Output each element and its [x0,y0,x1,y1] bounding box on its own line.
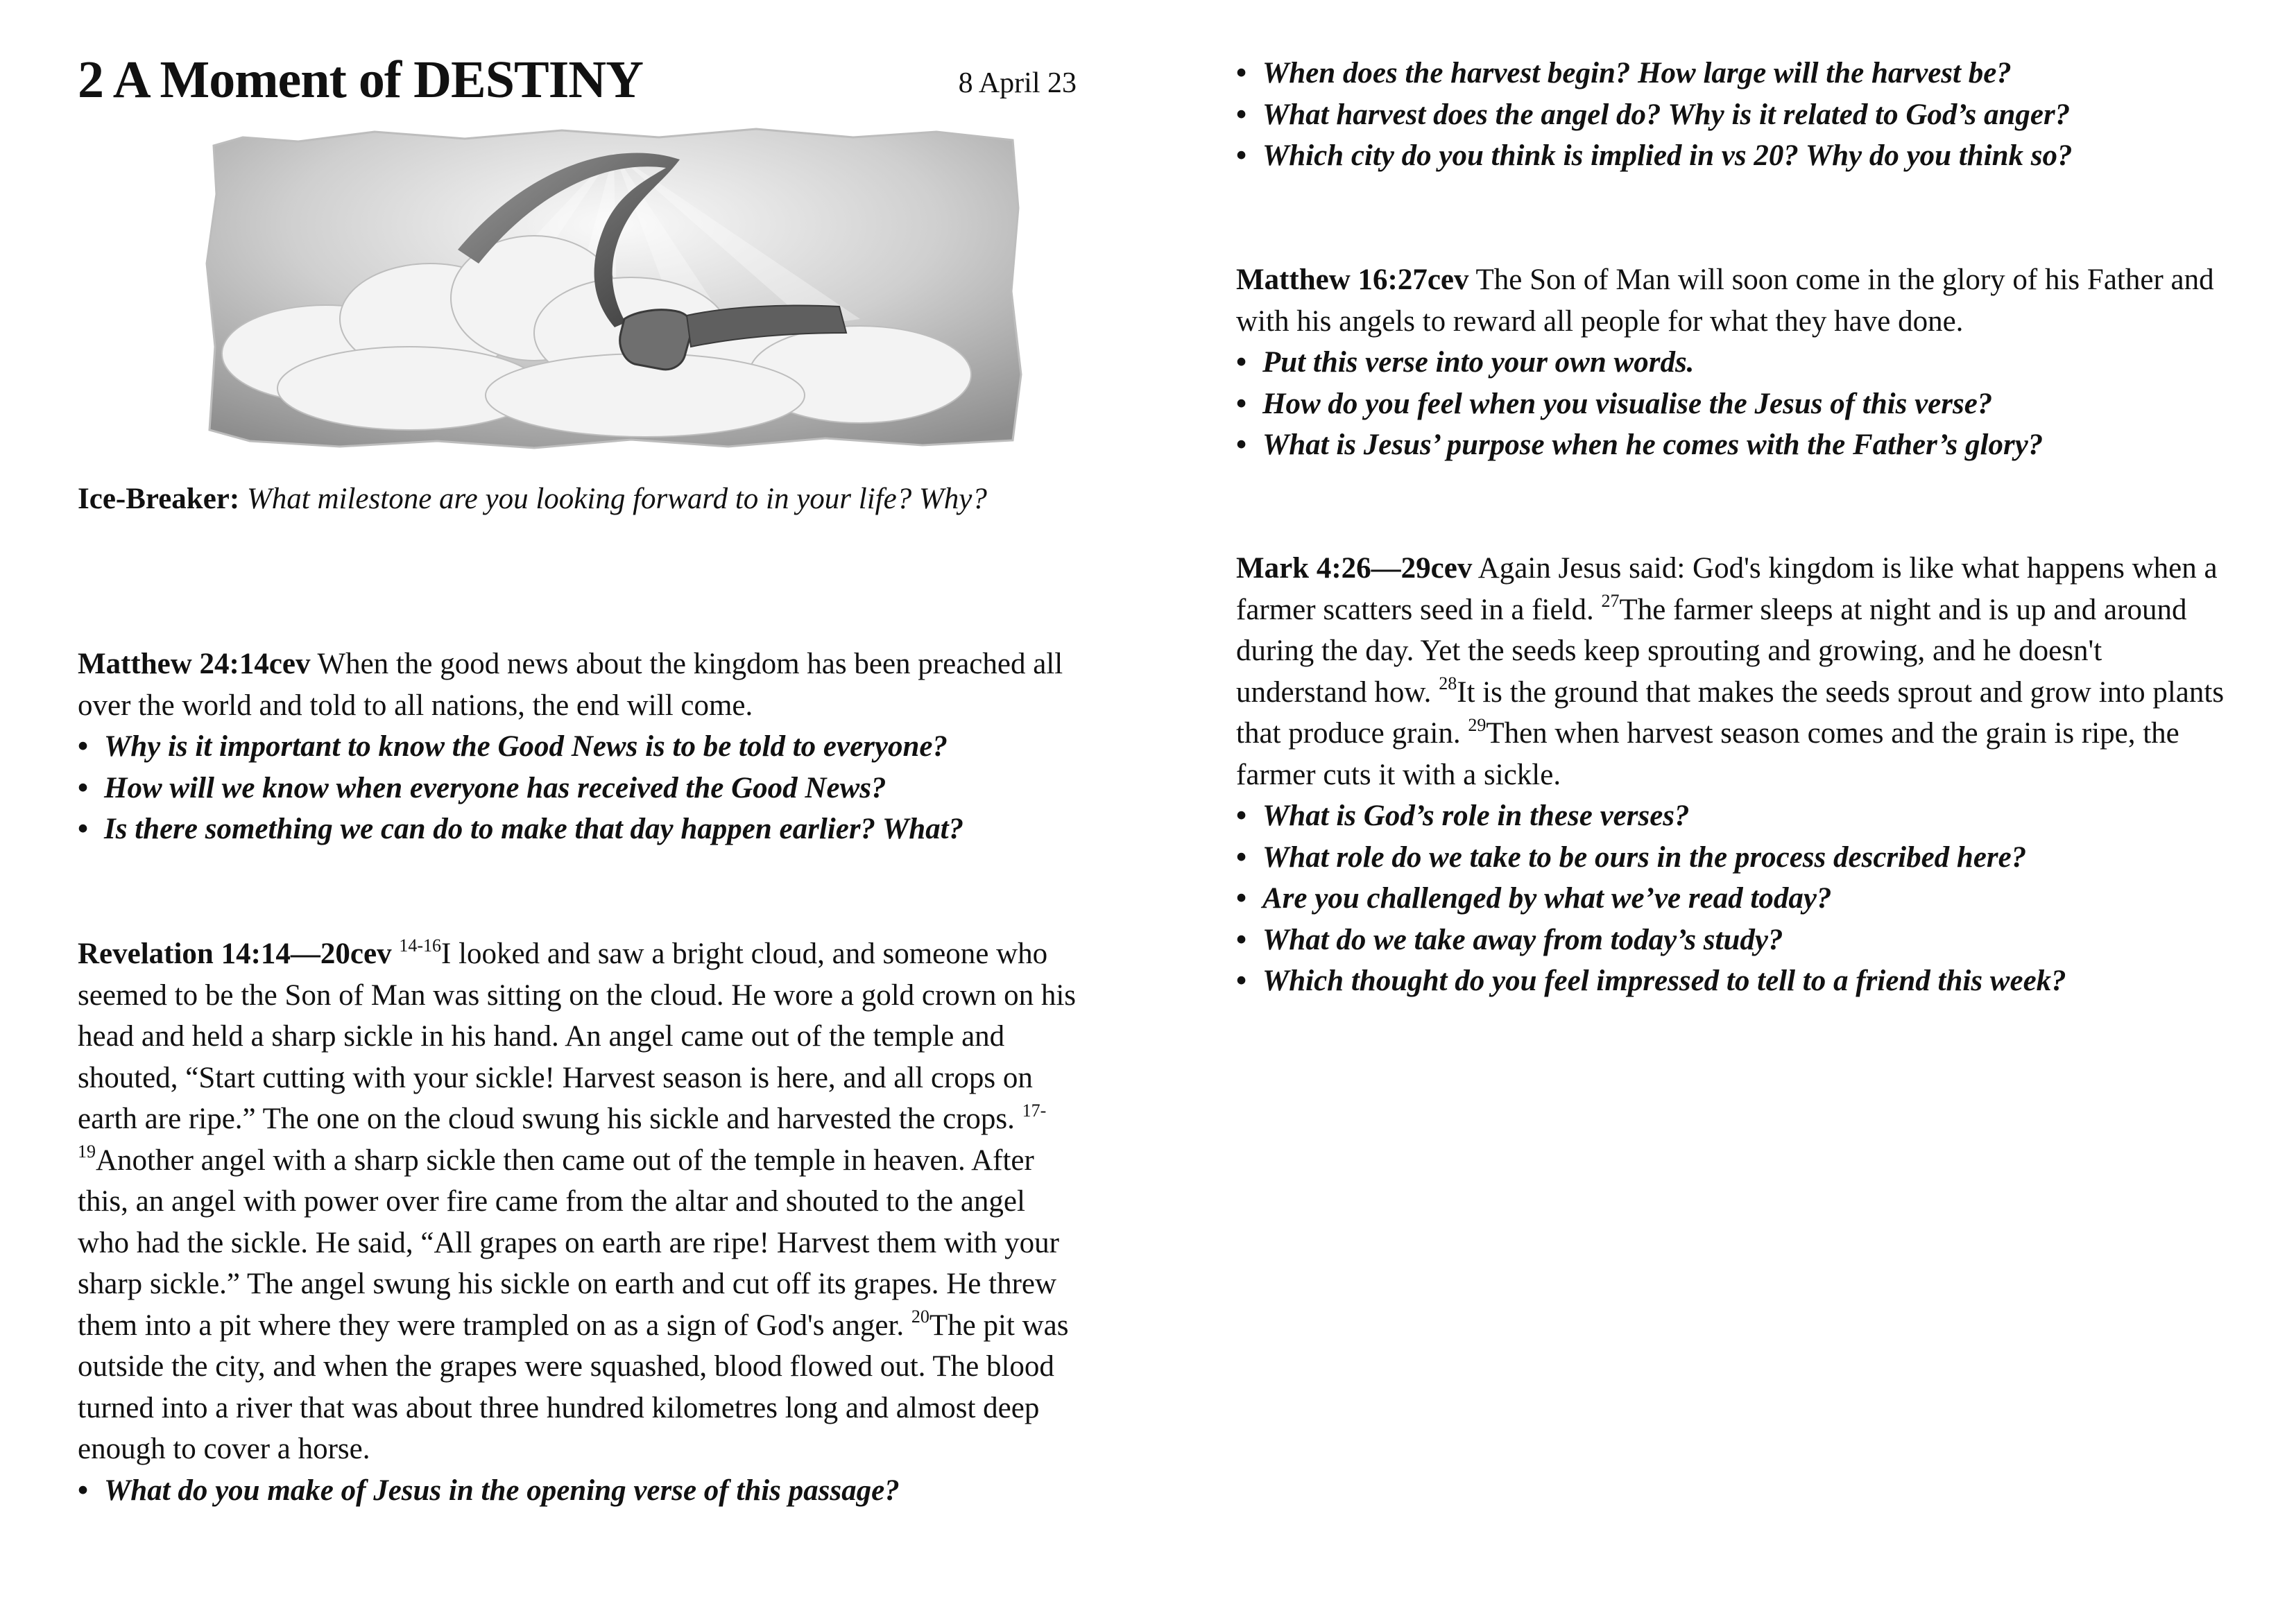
verse-number: 29 [1468,714,1487,735]
matthew-24-section [78,644,1077,850]
verse-text: Another angel with a sharp sickle then came out of the temple in heaven. After this, an angel with power over fire came from the altar and shouted to the angel who had the sickle. He said, “All grapes on earth are ripe! Harvest them with your sharp sickle.” The angel swung his sickle on earth and cut off its grapes. He threw them into a pit where they were trampled on as a sign of God's anger. [78,1144,1059,1342]
matthew-16-section [1236,259,2235,466]
icebreaker-label: Ice-Breaker: [78,483,240,515]
verse-text: I looked and saw a bright cloud, and someone who seemed to be the Son of Man was sitting on the cloud. He wore a gold crown on his head and held a sharp sickle in his hand. An angel came out of the temple and shouted, “Start cutting with your sickle! Harvest season is here, and all crops on earth are ripe.” The one on the cloud swung his sickle and harvested the crops. [78,938,1077,1135]
question-item: • Put this verse into your own words. [1236,342,2235,383]
mark-4-ref: Mark 4:26—29cev [1236,552,1473,585]
question-item: • What do we take away from today’s study? [1236,920,2235,961]
verse-number: 14-16 [399,935,442,956]
revelation-14-questions-left [78,1470,1077,1512]
matthew-24-text: When the good news about the kingdom has been preached all over the world and told to all nations, the end will come. [78,648,1063,722]
verse-number: 27 [1601,591,1620,612]
verse-text: The pit was outside the city, and when the grapes were squashed, blood flowed out. The blood turned into a river that was about three hundred kilometres long and almost deep enough to cover a horse. [78,1309,1069,1465]
matthew-16-questions [1236,342,2235,466]
verse-text: Again Jesus said: God's kingdom is like what happens when a farmer scatters seed in a field. [1236,552,2218,626]
question-item: • What harvest does the angel do? Why is it related to God’s anger? [1236,94,2235,136]
question-item: • Which city do you think is implied in vs 20? Why do you think so? [1236,135,2235,177]
verse-number: 28 [1439,673,1457,694]
revelation-14-questions-right [1236,53,2235,177]
question-item: • Are you challenged by what we’ve read today? [1236,878,2235,920]
question-item: • Why is it important to know the Good News is to be told to everyone? [78,726,1077,768]
verse-text: Then when harvest season comes and the grain is ripe, the farmer cuts it with a sickle. [1236,717,2179,791]
question-item: • How will we know when everyone has received the Good News? [78,768,1077,809]
header [78,50,1077,112]
hand-holding-sickle-in-clouds-illustration [201,125,1027,451]
question-item: • What role do we take to be ours in the process described here? [1236,837,2235,879]
icebreaker-text: What milestone are you looking forward to in your life? Why? [246,483,987,515]
mark-4-section [1236,548,2235,1002]
question-item: • Is there something we can do to make that day happen earlier? What? [78,809,1077,850]
revelation-14-section [78,933,1077,1511]
matthew-24-questions [78,726,1077,850]
matthew-24-ref: Matthew 24:14cev [78,648,311,680]
verse-text: It is the ground that makes the seeds sprout and grow into plants that produce grain. [1236,675,2225,750]
icebreaker-section [78,478,1077,520]
question-item: • How do you feel when you visualise the Jesus of this verse? [1236,383,2235,425]
verse-number: 20 [911,1306,929,1327]
matthew-16-ref: Matthew 16:27cev [1236,264,1469,296]
revelation-14-questions-continued [1236,53,2235,177]
question-item: • When does the harvest begin? How large will the harvest be? [1236,53,2235,94]
mark-4-questions [1236,795,2235,1002]
page-title: 2 A Moment of DESTINY [78,51,644,109]
question-item: • What do you make of Jesus in the opening verse of this passage? [78,1470,1077,1512]
verse-number: 17-19 [78,1100,1047,1162]
matthew-16-text: The Son of Man will soon come in the glory of his Father and with his angels to reward all people for what they have done. [1236,264,2214,338]
question-item: • What is God’s role in these verses? [1236,795,2235,837]
date-label: 8 April 23 [958,67,1077,99]
question-item: • What is Jesus’ purpose when he comes with the Father’s glory? [1236,424,2235,466]
verse-text: The farmer sleeps at night and is up and around during the day. Yet the seeds keep sprouting and growing, and he doesn't understand how. [1236,593,2187,709]
revelation-14-ref: Revelation 14:14—20cev [78,938,392,970]
question-item: • Which thought do you feel impressed to tell to a friend this week? [1236,960,2235,1002]
